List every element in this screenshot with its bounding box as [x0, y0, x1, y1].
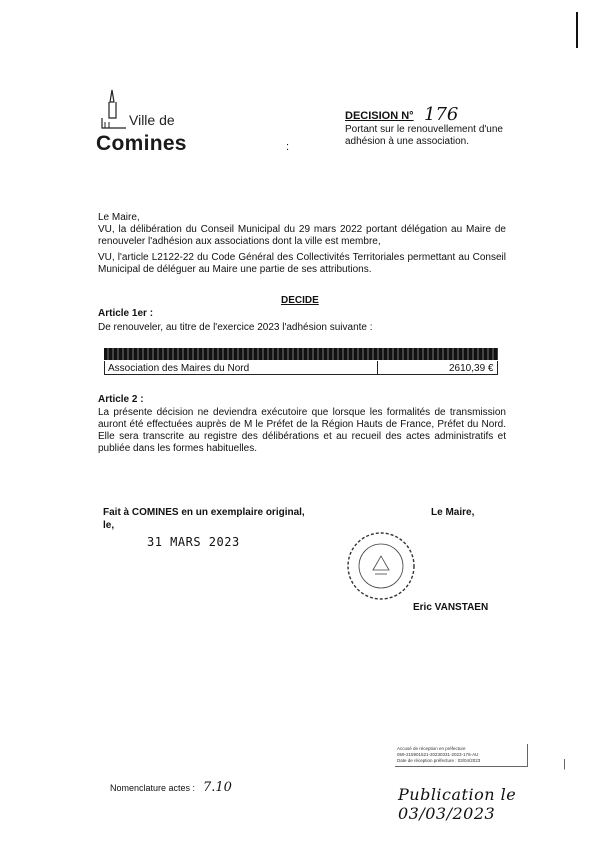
date-label: le,	[103, 520, 115, 531]
place-line: Fait à COMINES en un exemplaire original,	[103, 507, 305, 518]
mayor-name: Eric VANSTAEN	[413, 602, 489, 613]
vu-deliberation: VU, la délibération du Conseil Municipal du 29 mars 2022 portant délégation au Maire de renouveler l'adhésion aux associations dont la ville est membre,	[98, 224, 506, 247]
prefecture-stamp-line1: Accusé de réception en préfecture	[397, 746, 466, 751]
signatory-title: Le Maire,	[431, 507, 475, 518]
publication-note: Publication le 03/03/2023	[398, 785, 517, 823]
table-cell-association: Association des Maires du Nord	[108, 363, 250, 374]
margin-mark: |	[563, 758, 566, 770]
church-logo-icon	[100, 88, 128, 132]
decide-heading: DECIDE	[281, 295, 319, 306]
prefecture-stamp-line2: 059-215901521-20230331-2023-176-AU	[397, 752, 479, 757]
table-header-bar	[104, 348, 498, 360]
salutation: Le Maire,	[98, 212, 140, 223]
decision-number: 176	[424, 104, 459, 125]
decision-subject: Portant sur le renouvellement d'une adhésion à une association.	[345, 124, 503, 147]
article-2-title: Article 2 :	[98, 394, 144, 405]
date-stamp: 31 MARS 2023	[147, 535, 240, 549]
logo-comines: Comines	[96, 132, 187, 155]
article-2-text: La présente décision ne deviendra exécutoire que lorsque les formalités de transmission auront été effectuées auprès de M le Préfet de la Région Hauts de France, Préfet du Nord. Elle sera transcrite au registre des délibérations et au recueil des actes administratifs et publiée dans les formes habituelles.	[98, 407, 506, 454]
stray-mark: :	[286, 141, 290, 153]
article-1-text: De renouveler, au titre de l'exercice 2023 l'adhésion suivante :	[98, 322, 373, 333]
nomenclature-label: Nomenclature actes :	[110, 783, 196, 793]
vu-article: VU, l'article L2122-22 du Code Général des Collectivités Territoriales permettant au Conseil Municipal de déléguer au Maire une partie de ses attributions.	[98, 252, 506, 275]
mairie-seal-icon	[345, 530, 417, 602]
table-cell-amount: 2610,39 €	[449, 363, 494, 374]
logo-ville-de: Ville de	[129, 112, 175, 128]
article-1-title: Article 1er :	[98, 308, 154, 319]
decision-label: DECISION N°	[345, 110, 414, 122]
prefecture-stamp-line3: Date de réception préfecture : 03/04/2023	[397, 758, 481, 763]
scan-edge-line	[576, 12, 578, 48]
nomenclature-value: 7.10	[203, 780, 232, 795]
